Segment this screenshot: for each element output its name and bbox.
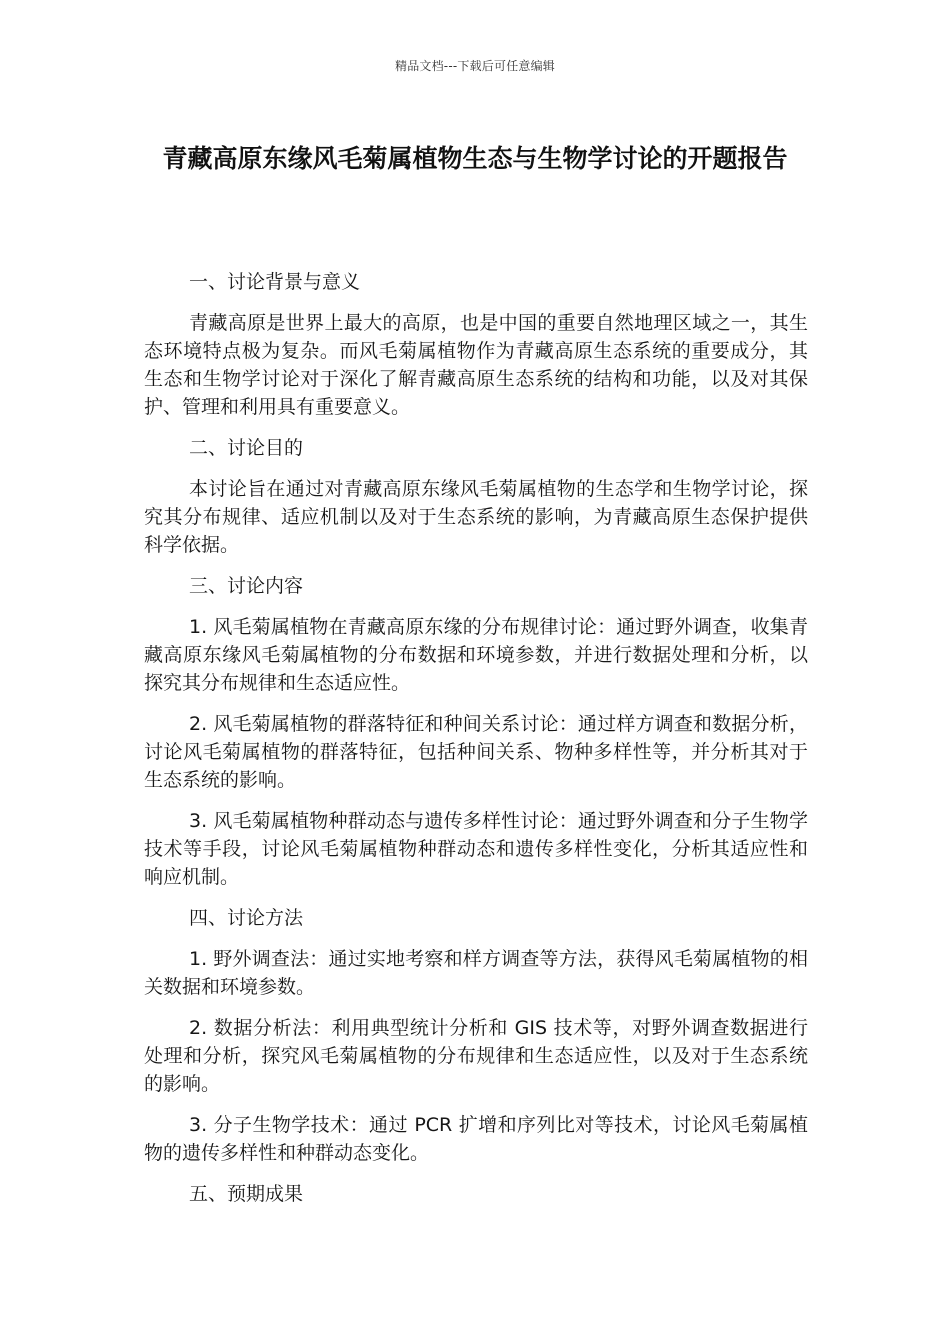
paragraph-content-3: 3. 风毛菊属植物种群动态与遗传多样性讨论：通过野外调查和分子生物学技术等手段，讨论风毛菊属植物种群动态和遗传多样性变化，分析其适应性和响应机制。 [144,810,808,888]
paragraph-content-1: 1. 风毛菊属植物在青藏高原东缘的分布规律讨论：通过野外调查，收集青藏高原东缘风毛菊属植物的分布数据和环境参数，并进行数据处理和分析，以探究其分布规律和生态适应性。 [144,616,808,694]
section-heading-content: 三、讨论内容 [189,575,304,597]
section-heading-methods: 四、讨论方法 [189,907,304,929]
section-heading-purpose: 二、讨论目的 [189,437,304,459]
header-note: 精品文档---下载后可任意编辑 [395,59,555,73]
document-body [144,268,808,1221]
paragraph-methods-2: 2. 数据分析法：利用典型统计分析和 GIS 技术等，对野外调查数据进行处理和分析，探究风毛菊属植物的分布规律和生态适应性，以及对于生态系统的影响。 [144,1017,808,1095]
section-heading-background: 一、讨论背景与意义 [189,271,361,293]
paragraph-methods-3: 3. 分子生物学技术：通过 PCR 扩增和序列比对等技术，讨论风毛菊属植物的遗传多样性和种群动态变化。 [144,1114,808,1164]
paragraph-methods-1: 1. 野外调查法：通过实地考察和样方调查等方法，获得风毛菊属植物的相关数据和环境参数。 [144,948,808,998]
paragraph-content-2: 2. 风毛菊属植物的群落特征和种间关系讨论：通过样方调查和数据分析，讨论风毛菊属植物的群落特征，包括种间关系、物种多样性等，并分析其对于生态系统的影响。 [144,713,808,791]
document-title: 青藏高原东缘风毛菊属植物生态与生物学讨论的开题报告 [162,144,788,173]
paragraph-purpose: 本讨论旨在通过对青藏高原东缘风毛菊属植物的生态学和生物学讨论，探究其分布规律、适应机制以及对于生态系统的影响，为青藏高原生态保护提供科学依据。 [144,478,808,556]
paragraph-background: 青藏高原是世界上最大的高原，也是中国的重要自然地理区域之一，其生态环境特点极为复杂。而风毛菊属植物作为青藏高原生态系统的重要成分，其生态和生物学讨论对于深化了解青藏高原生态系统的结构和功能，以及对其保护、管理和利用具有重要意义。 [144,312,808,418]
section-heading-outcomes: 五、预期成果 [189,1183,304,1205]
